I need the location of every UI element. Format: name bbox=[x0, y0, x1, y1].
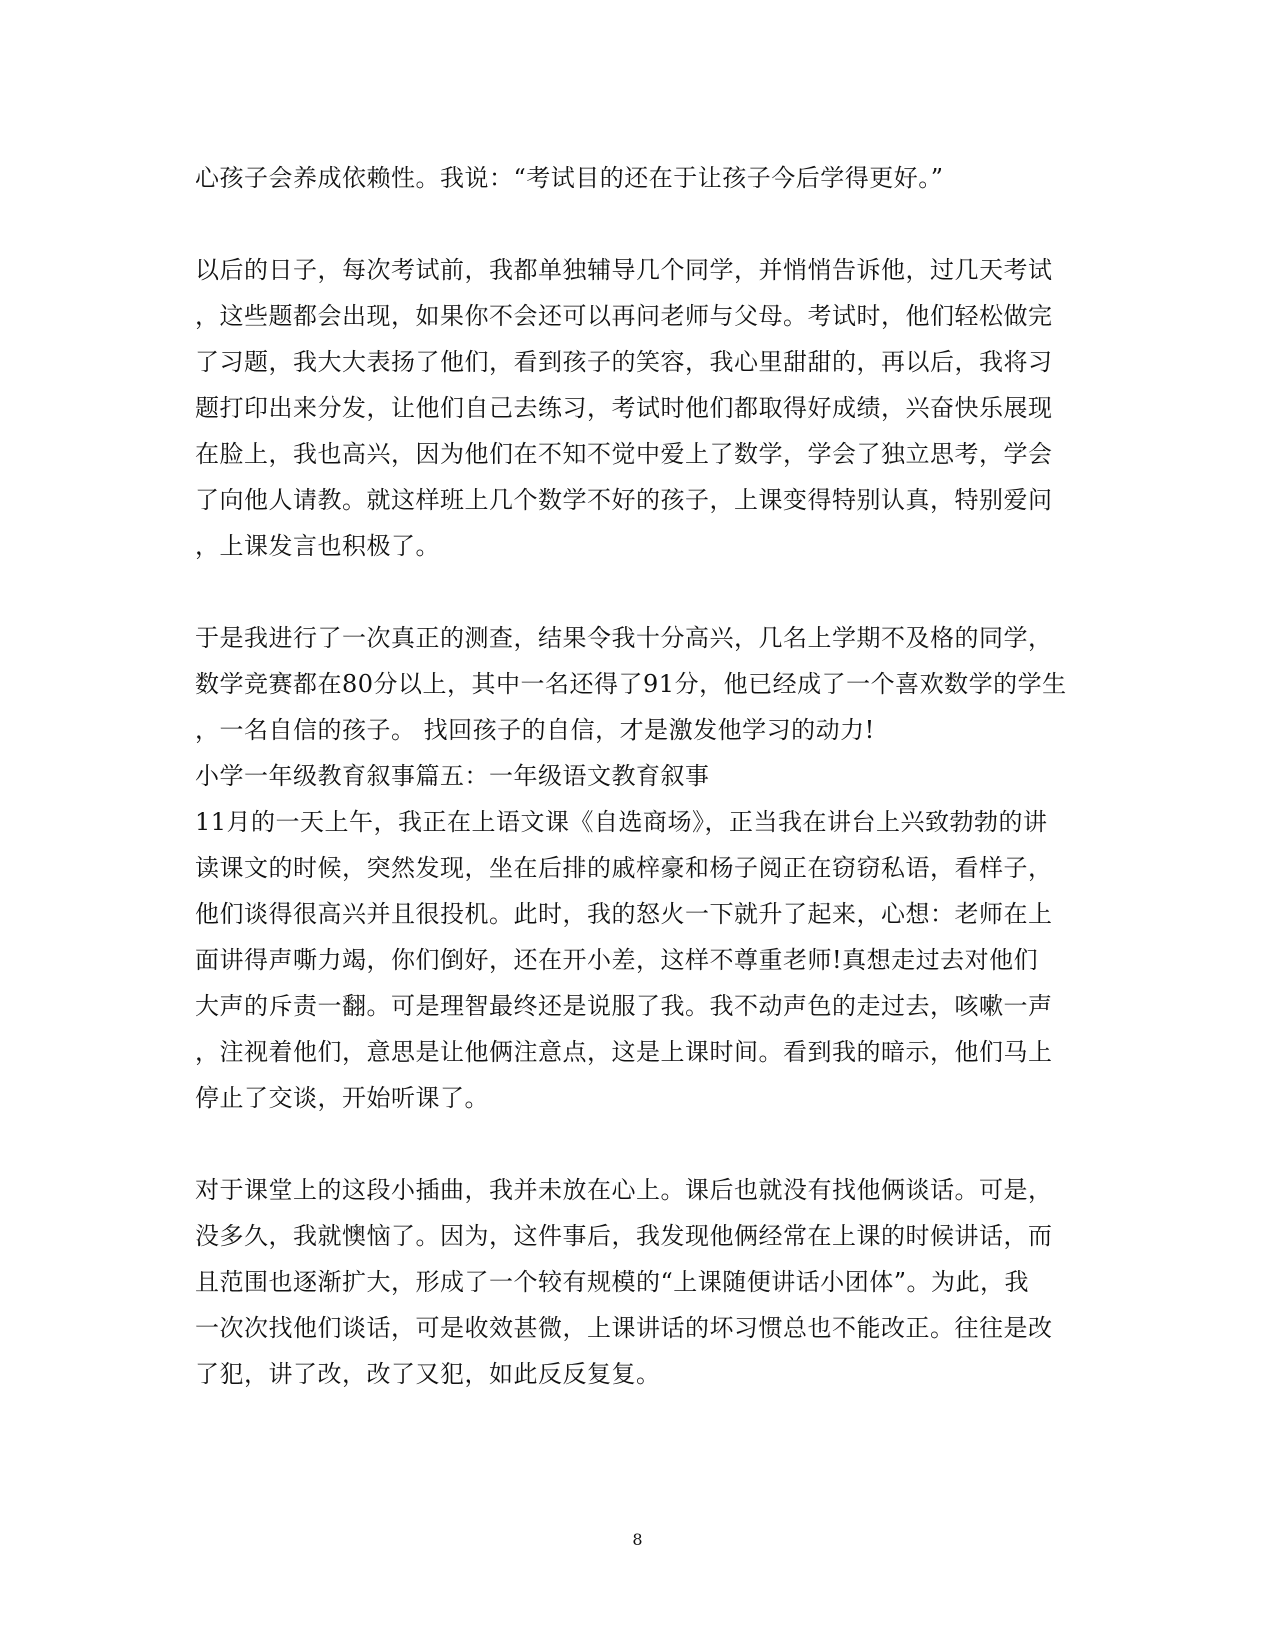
text-line: 没多久，我就懊恼了。因为，这件事后，我发现他俩经常在上课的时候讲话，而 bbox=[195, 1222, 1053, 1250]
text-line: 面讲得声嘶力竭，你们倒好，还在开小差，这样不尊重老师!真想走过去对他们 bbox=[195, 946, 1039, 974]
text-line: 一次次找他们谈话，可是收效甚微，上课讲话的坏习惯总也不能改正。往往是改 bbox=[195, 1314, 1053, 1342]
text-line: 停止了交谈，开始听课了。 bbox=[195, 1084, 489, 1112]
text-line: 了向他人请教。就这样班上几个数学不好的孩子，上课变得特别认真，特别爱问 bbox=[195, 486, 1053, 514]
text-line: 了习题，我大大表扬了他们，看到孩子的笑容，我心里甜甜的，再以后，我将习 bbox=[195, 348, 1053, 376]
text-line: 大声的斥责一翻。可是理智最终还是说服了我。我不动声色的走过去，咳嗽一声 bbox=[195, 992, 1053, 1020]
text-line: ，注视着他们，意思是让他俩注意点，这是上课时间。看到我的暗示，他们马上 bbox=[195, 1038, 1053, 1066]
text-line: 心孩子会养成依赖性。我说：“考试目的还在于让孩子今后学得更好。” bbox=[195, 164, 944, 192]
text-line: ，上课发言也积极了。 bbox=[195, 532, 440, 560]
text-line: 且范围也逐渐扩大，形成了一个较有规模的“上课随便讲话小团体”。为此，我 bbox=[195, 1268, 1030, 1296]
text-line: 他们谈得很高兴并且很投机。此时，我的怒火一下就升了起来，心想：老师在上 bbox=[195, 900, 1053, 928]
text-line: 对于课堂上的这段小插曲，我并未放在心上。课后也就没有找他俩谈话。可是， bbox=[195, 1176, 1053, 1204]
text-line: ，这些题都会出现，如果你不会还可以再问老师与父母。考试时，他们轻松做完 bbox=[195, 302, 1053, 330]
text-line: 11月的一天上午，我正在上语文课《自选商场》，正当我在讲台上兴致勃勃的讲 bbox=[195, 808, 1048, 836]
text-line: 于是我进行了一次真正的测查，结果令我十分高兴，几名上学期不及格的同学， bbox=[195, 624, 1053, 652]
text-line: 数学竞赛都在80分以上，其中一名还得了91分，他已经成了一个喜欢数学的学生 bbox=[195, 670, 1067, 698]
text-line: 以后的日子，每次考试前，我都单独辅导几个同学，并悄悄告诉他，过几天考试 bbox=[195, 256, 1053, 284]
section-heading: 小学一年级教育叙事篇五：一年级语文教育叙事 bbox=[195, 762, 710, 790]
text-line: ，一名自信的孩子。 找回孩子的自信，才是激发他学习的动力! bbox=[195, 716, 875, 744]
text-line: 读课文的时候，突然发现，坐在后排的戚梓豪和杨子阅正在窃窃私语，看样子， bbox=[195, 854, 1053, 882]
text-line: 题打印出来分发，让他们自己去练习，考试时他们都取得好成绩，兴奋快乐展现 bbox=[195, 394, 1053, 422]
page-number: 8 bbox=[632, 1530, 643, 1549]
text-line: 在脸上，我也高兴，因为他们在不知不觉中爱上了数学，学会了独立思考，学会 bbox=[195, 440, 1053, 468]
text-line: 了犯，讲了改，改了又犯，如此反反复复。 bbox=[195, 1360, 661, 1388]
